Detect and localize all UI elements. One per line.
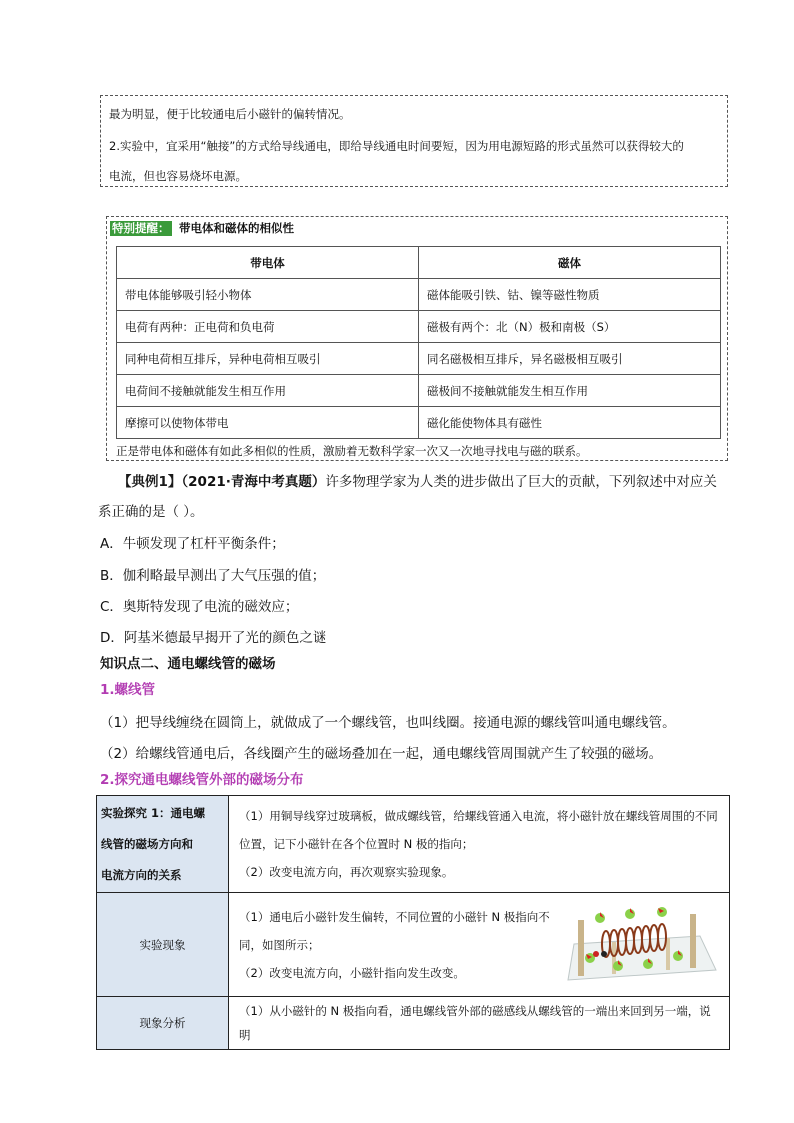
table-cell: 磁极有两个：北（N）极和南极（S） <box>419 311 721 343</box>
tip-badge: 特别提醒： <box>112 221 170 235</box>
note-line: 电流，但也容易烧坏电源。 <box>109 169 247 183</box>
table-cell: 摩擦可以使物体带电 <box>117 407 419 439</box>
table-cell: 带电体能够吸引轻小物体 <box>117 279 419 311</box>
column-header: 磁体 <box>419 247 721 279</box>
subsection-title: 1.螺线管 <box>100 682 156 698</box>
note-line: 2.实验中，宜采用“触接”的方式给导线通电，即给导线通电时间要短，因为用电源短路的形式虽然可以获得较大的 <box>109 139 684 153</box>
table-row <box>97 796 730 893</box>
table-cell: 电荷间不接触就能发生相互作用 <box>117 375 419 407</box>
option-c: C．奥斯特发现了电流的磁效应； <box>100 599 299 615</box>
row-content <box>229 796 730 893</box>
option-a: A．牛顿发现了杠杆平衡条件； <box>100 536 285 552</box>
example-stem-text: 许多物理学家为人类的进步做出了巨大的贡献，下列叙述中对应关 <box>325 474 717 490</box>
content-line: 位置，记下小磁针在各个位置时 N 极的指向； <box>239 837 474 851</box>
tip-title: 带电体和磁体的相似性 <box>179 221 294 235</box>
option-b: B．伽利略最早测出了大气压强的值； <box>100 568 326 584</box>
example-stem-continued: 系正确的是（ ）。 <box>98 504 204 520</box>
table-cell: 电荷有两种：正电荷和负电荷 <box>117 311 419 343</box>
row-label: 实验现象 <box>97 893 229 997</box>
tip-box <box>106 216 728 461</box>
table-cell: 磁极间不接触就能发生相互作用 <box>419 375 721 407</box>
table-row <box>117 343 721 375</box>
paragraph: （1）把导线缠绕在圆筒上，就做成了一个螺线管，也叫线圈。接通电源的螺线管叫通电螺线管。 <box>100 715 676 731</box>
table-cell: 磁体能吸引铁、钴、镍等磁性物质 <box>419 279 721 311</box>
table-row <box>97 997 730 1050</box>
content-line: （2）改变电流方向，再次观察实验现象。 <box>239 865 454 879</box>
example-stem <box>118 470 717 490</box>
row-label-line: 线管的磁场方向和 <box>101 836 193 851</box>
tip-footer: 正是带电体和磁体有如此多相似的性质，激励着无数科学家一次又一次地寻找电与磁的联系。 <box>116 444 588 458</box>
table-cell: 磁化能使物体具有磁性 <box>419 407 721 439</box>
subsection-title: 2.探究通电螺线管外部的磁场分布 <box>100 772 304 788</box>
note-box <box>100 95 728 187</box>
row-content: （1）从小磁针的 N 极指向看，通电螺线管外部的磁感线从螺线管的一端出来回到另一端，说明 <box>229 997 730 1050</box>
content-line: 同，如图所示； <box>239 937 320 952</box>
content-line: （1）通电后小磁针发生偏转，不同位置的小磁针 N 极指向不 <box>239 909 550 924</box>
table-cell: 同名磁极相互排斥，异名磁极相互吸引 <box>419 343 721 375</box>
row-label-line: 实验探究 1：通电螺 <box>101 805 206 820</box>
section-title: 知识点二、通电螺线管的磁场 <box>100 656 276 672</box>
example-tag: 【典例1】 <box>118 474 182 490</box>
table-header-row <box>117 247 721 279</box>
table-row <box>117 311 721 343</box>
table-row <box>117 375 721 407</box>
paragraph: （2）给螺线管通电后，各线圈产生的磁场叠加在一起，通电螺线管周围就产生了较强的磁场。 <box>100 746 663 762</box>
option-d: D．阿基米德最早揭开了光的颜色之谜 <box>100 630 327 646</box>
row-label: 现象分析 <box>97 997 229 1050</box>
note-line: 最为明显，便于比较通电后小磁针的偏转情况。 <box>109 107 351 121</box>
row-label-line: 电流方向的关系 <box>101 867 182 882</box>
table-row <box>117 407 721 439</box>
comparison-table <box>116 246 721 439</box>
content-line: （2）改变电流方向，小磁针指向发生改变。 <box>239 965 465 980</box>
column-header: 带电体 <box>117 247 419 279</box>
table-row <box>117 279 721 311</box>
table-cell: 同种电荷相互排斥，异种电荷相互吸引 <box>117 343 419 375</box>
solenoid-photo <box>560 896 718 986</box>
content-line: （1）用铜导线穿过玻璃板，做成螺线管，给螺线管通入电流，将小磁针放在螺线管周围的不同 <box>239 809 718 823</box>
row-label <box>97 796 229 893</box>
example-source: （2021·青海中考真题） <box>181 474 326 490</box>
